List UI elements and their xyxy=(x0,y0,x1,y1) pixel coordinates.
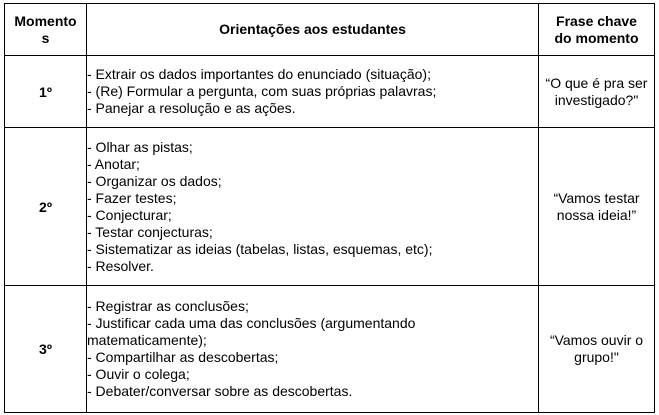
phrase-cell: “O que é pra ser investigado?" xyxy=(539,56,655,128)
list-item: - Olhar as pistas; xyxy=(87,138,193,155)
list-item: - Debater/conversar sobre as descobertas. xyxy=(87,383,353,399)
list-item: - Testar conjecturas; xyxy=(87,223,213,240)
header-phrase-line1: Frase chave xyxy=(556,12,637,29)
list-item: - (Re) Formular a pergunta, com suas próprias palavras; xyxy=(87,83,437,99)
list-item: - Sistematizar as ideias (tabelas, listas, esquemas, etc); xyxy=(87,240,433,257)
moment-cell: 2º xyxy=(5,128,87,286)
moment-cell: 1º xyxy=(5,56,87,128)
list-item: - Fazer testes; xyxy=(87,189,177,206)
list-item: - Organizar os dados; xyxy=(87,172,222,189)
orientations-list xyxy=(87,298,538,400)
header-phrase-line2: do momento xyxy=(554,29,639,46)
list-item: - Justificar cada uma das conclusões (argumentando matematicamente); xyxy=(87,315,416,348)
phrase-cell: “Vamos ouvir o grupo!" xyxy=(539,286,655,413)
header-moment-line1: Momento xyxy=(14,12,77,29)
moment-cell: 3º xyxy=(5,286,87,413)
phrase-cell: “Vamos testar nossa ideia!” xyxy=(539,128,655,286)
header-phrase xyxy=(539,4,655,56)
table-row xyxy=(5,286,655,413)
header-row xyxy=(5,4,655,56)
list-item: - Conjecturar; xyxy=(87,206,172,223)
orientations-list xyxy=(87,66,538,117)
orientations-cell xyxy=(87,286,539,413)
list-item: - Ouvir o colega; xyxy=(87,366,190,382)
table-row xyxy=(5,128,655,286)
list-item: - Compartilhar as descobertas; xyxy=(87,349,279,365)
list-item: - Registrar as conclusões; xyxy=(87,298,249,314)
orientation-table xyxy=(4,3,655,413)
list-item: - Resolver. xyxy=(87,257,154,274)
list-item: - Anotar; xyxy=(87,155,140,172)
header-orientations: Orientações aos estudantes xyxy=(87,4,539,56)
header-moment xyxy=(5,4,87,56)
header-moment-line2: s xyxy=(41,29,50,46)
list-item: - Extrair os dados importantes do enunciado (situação); xyxy=(87,66,431,82)
list-item: - Panejar a resolução e as ações. xyxy=(87,100,296,116)
table-row xyxy=(5,56,655,128)
orientations-cell xyxy=(87,56,539,128)
orientations-cell xyxy=(87,128,539,286)
orientations-list xyxy=(87,139,538,275)
